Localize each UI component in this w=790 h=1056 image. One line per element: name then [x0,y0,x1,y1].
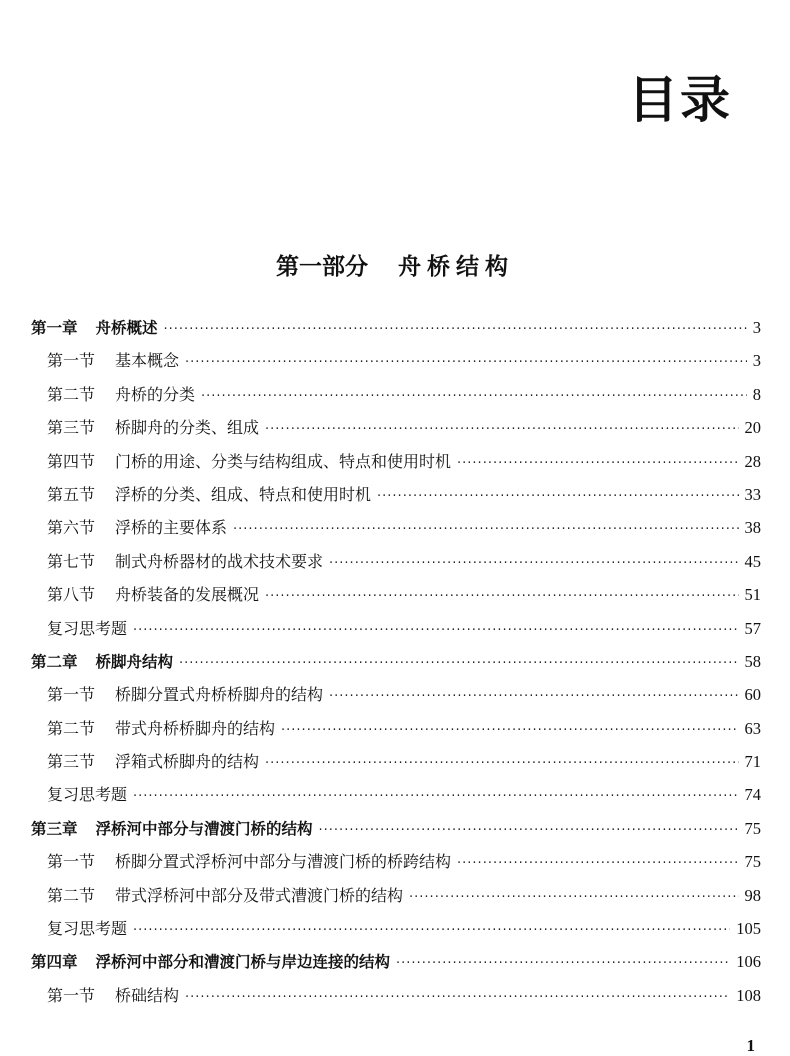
toc-entry-title: 浮箱式桥脚舟的结构 [115,752,260,772]
toc-entry-title: 复习思考题 [47,618,128,638]
dot-leader [133,780,738,813]
toc-section-entry[interactable] [31,845,761,878]
dot-leader [409,881,738,914]
dot-leader [265,580,738,613]
toc-entry-page-number: 71 [744,752,761,772]
toc-entry-title: 舟桥概述 [95,319,158,337]
toc-entry-label: 第三章 [31,819,78,838]
dot-leader [185,346,747,379]
toc-entry-title: 带式舟桥桥脚舟的结构 [115,718,276,738]
toc-entry-page-number: 74 [744,785,761,805]
dot-leader [281,714,738,747]
toc-chapter-entry[interactable] [31,645,761,678]
toc-review-entry[interactable] [31,612,761,645]
toc-entry-title: 桥脚舟的分类、组成 [115,418,260,438]
toc-entry-title: 基本概念 [115,351,180,371]
dot-leader [457,447,738,480]
page-number: 1 [746,1036,755,1055]
toc-entry-title: 桥脚分置式舟桥桥脚舟的结构 [115,685,324,705]
toc-entry-page-number: 58 [744,651,761,671]
toc-entry-page-number: 105 [736,919,761,939]
toc-entry-page-number: 106 [736,952,761,972]
page-title: 目录 [628,71,732,129]
dot-leader [265,413,738,446]
dot-leader [457,847,738,880]
toc-section-entry[interactable] [31,578,761,611]
dot-leader [396,947,730,980]
dot-leader [265,747,738,780]
dot-leader [329,680,738,713]
part-name: 舟桥结构 [398,254,514,280]
toc-entry-label: 第一节 [47,985,96,1005]
toc-section-entry[interactable] [31,378,761,411]
toc-entry-title: 复习思考题 [47,919,128,939]
toc-entry-page-number: 108 [736,985,761,1005]
dot-leader [179,647,738,680]
toc-section-entry[interactable] [31,511,761,544]
toc-entry-label: 第五节 [47,484,96,504]
toc-section-entry[interactable] [31,745,761,778]
toc-entry-label: 第一节 [47,351,96,371]
toc-entry-label: 第四章 [31,953,78,972]
dot-leader [164,313,747,346]
toc-section-entry[interactable] [31,678,761,711]
toc-entry-page-number: 33 [744,484,761,504]
toc-entry-page-number: 98 [744,885,761,905]
toc-entry-page-number: 3 [752,351,761,371]
toc-section-entry[interactable] [31,712,761,745]
toc-entry-title: 舟桥的分类 [115,384,196,404]
toc-entry-label: 第六节 [47,518,96,538]
toc-entry-label: 第四节 [47,451,96,471]
toc-entry-label: 第三节 [47,418,96,438]
toc-entry-label: 第二节 [47,718,96,738]
dot-leader [233,513,738,546]
toc-entry-page-number: 28 [744,451,761,471]
toc-entry-title: 桥脚分置式浮桥河中部分与漕渡门桥的桥跨结构 [115,852,452,872]
toc-chapter-entry[interactable] [31,945,761,978]
toc-entry-label: 第二节 [47,384,96,404]
toc-entry-title: 桥础结构 [115,985,180,1005]
toc-section-entry[interactable] [31,445,761,478]
toc-chapter-entry[interactable] [31,311,761,344]
dot-leader [319,814,739,847]
dot-leader [185,981,730,1014]
toc-entry-title: 舟桥装备的发展概况 [115,585,260,605]
toc-entry-label: 第八节 [47,585,96,605]
toc-entry-page-number: 3 [752,318,761,337]
toc-entry-label: 第一节 [47,685,96,705]
toc-entry-page-number: 63 [744,718,761,738]
toc-section-entry[interactable] [31,879,761,912]
toc-entry-page-number: 38 [744,518,761,538]
toc-section-entry[interactable] [31,979,761,1012]
toc-entry-page-number: 57 [744,618,761,638]
toc-chapter-entry[interactable] [31,812,761,845]
toc-entry-label: 第二章 [31,652,78,671]
toc-entry-title: 带式浮桥河中部分及带式漕渡门桥的结构 [115,885,404,905]
toc-entry-label: 第一章 [31,319,78,337]
dot-leader [133,614,738,647]
part-label: 第一部分 [276,254,368,280]
toc-entry-label: 第三节 [47,752,96,772]
toc-entry-title: 浮桥的主要体系 [115,518,228,538]
dot-leader [201,380,747,413]
toc-entry-page-number: 51 [744,585,761,605]
toc-entry-label: 第二节 [47,885,96,905]
toc-entry-page-number: 75 [744,818,761,838]
toc-entry-page-number: 75 [744,852,761,872]
toc-entry-page-number: 60 [744,685,761,705]
toc-entry-title: 复习思考题 [47,785,128,805]
dot-leader [377,480,738,513]
toc-section-entry[interactable] [31,411,761,444]
dot-leader [133,914,730,947]
dot-leader [329,547,738,580]
toc-section-entry[interactable] [31,344,761,377]
toc-section-entry[interactable] [31,545,761,578]
toc-section-entry[interactable] [31,478,761,511]
toc-review-entry[interactable] [31,912,761,945]
part-heading [0,252,790,282]
toc-entry-title: 门桥的用途、分类与结构组成、特点和使用时机 [115,451,452,471]
toc-entry-title: 浮桥河中部分和漕渡门桥与岸边连接的结构 [95,953,391,972]
toc-review-entry[interactable] [31,778,761,811]
toc-entry-title: 浮桥河中部分与漕渡门桥的结构 [95,819,313,838]
toc-entry-title: 桥脚舟结构 [95,652,174,671]
toc-entry-page-number: 20 [744,418,761,438]
toc-entry-title: 浮桥的分类、组成、特点和使用时机 [115,484,372,504]
toc-entry-title: 制式舟桥器材的战术技术要求 [115,551,324,571]
toc-entry-page-number: 8 [752,384,761,404]
toc-entry-page-number: 45 [744,551,761,571]
toc-entry-label: 第七节 [47,551,96,571]
table-of-contents [31,311,761,1012]
toc-entry-label: 第一节 [47,852,96,872]
